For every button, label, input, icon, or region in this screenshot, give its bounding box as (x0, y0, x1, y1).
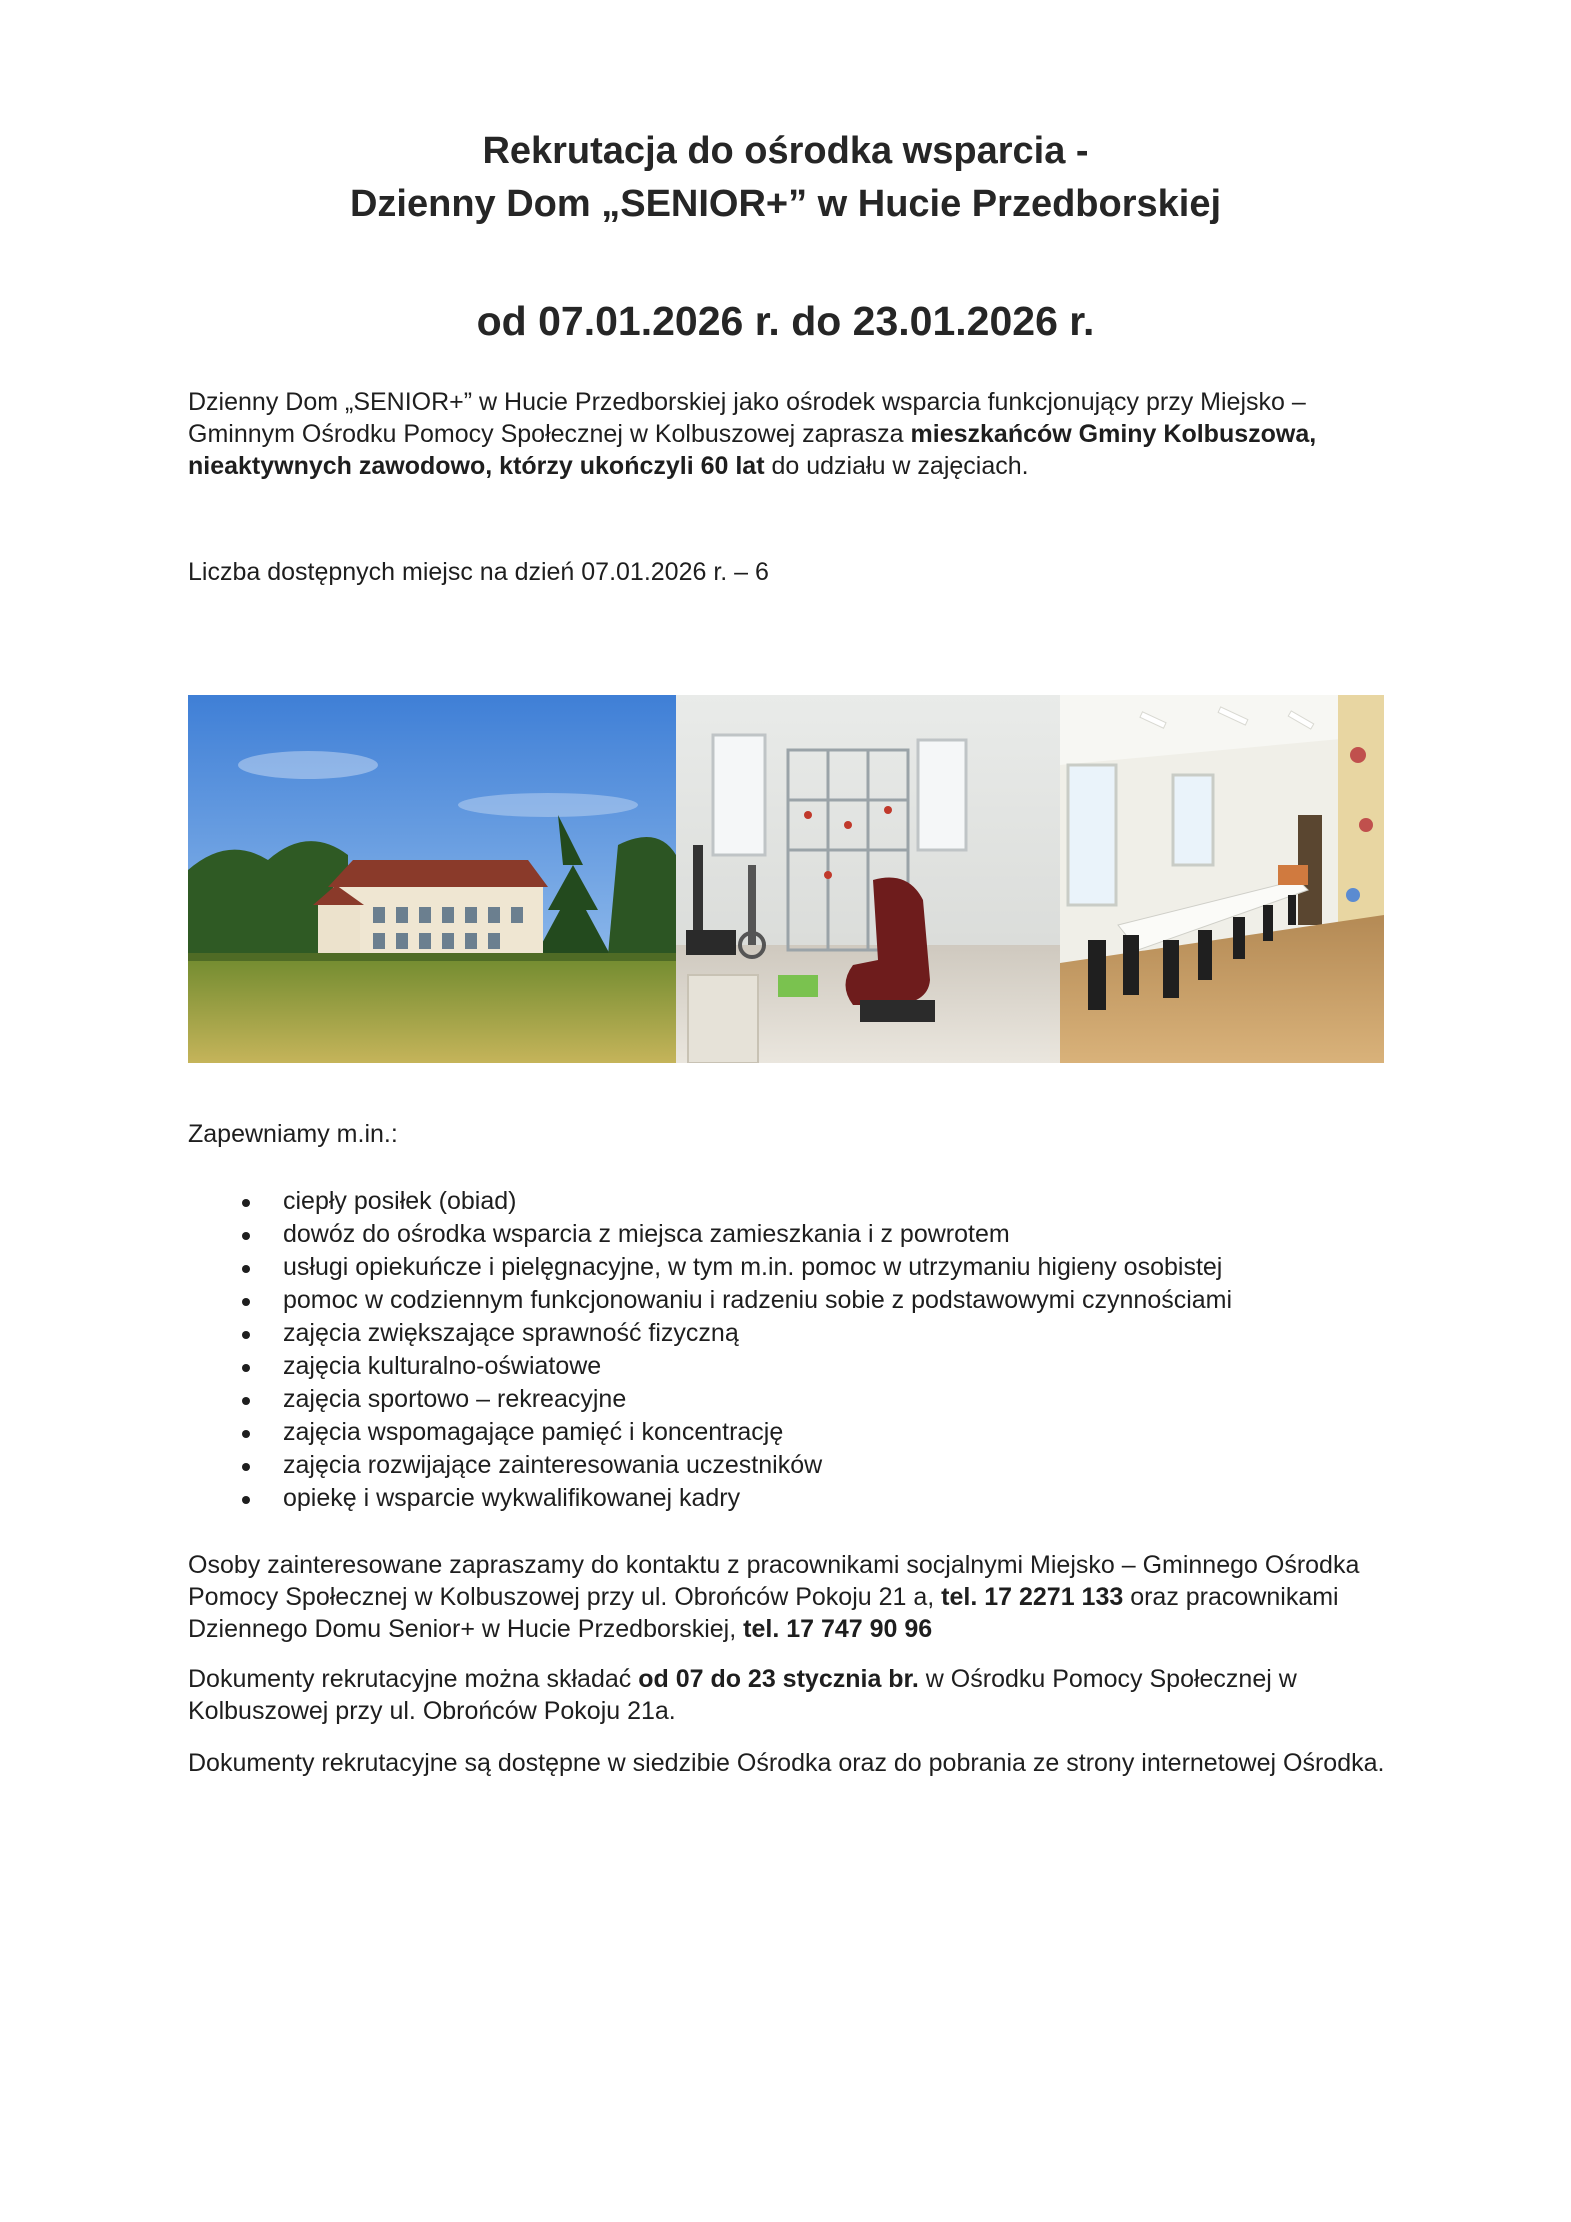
bullet-icon (242, 1496, 250, 1504)
services-list (188, 1185, 1398, 1515)
documents-deadline: od 07 do 23 stycznia br. (638, 1665, 919, 1693)
bullet-icon (242, 1298, 250, 1306)
list-item-text: opiekę i wsparcie wykwalifikowanej kadry (283, 1484, 741, 1512)
list-item-text: zajęcia kulturalno-oświatowe (283, 1352, 602, 1380)
list-item (188, 1284, 1398, 1317)
documents-text-2: w Ośrodku Pomocy Społecznej w Kolbuszowej przy ul. Obrońców Pokoju 21a. (188, 1665, 1297, 1725)
intro-paragraph (188, 386, 1398, 482)
building-photo (188, 695, 676, 1063)
list-item-text: dowóz do ośrodka wsparcia z miejsca zamieszkania i z powrotem (283, 1220, 1010, 1248)
list-item (188, 1416, 1398, 1449)
contact-paragraph (188, 1549, 1398, 1645)
bullet-icon (242, 1430, 250, 1438)
list-item-text: zajęcia rozwijające zainteresowania uczestników (283, 1451, 823, 1479)
bullet-icon (242, 1463, 250, 1471)
list-item-text: pomoc w codziennym funkcjonowaniu i radzeniu sobie z podstawowymi czynnościami (283, 1286, 1233, 1314)
list-item (188, 1449, 1398, 1482)
list-item-text: zajęcia zwiększające sprawność fizyczną (283, 1319, 739, 1347)
list-item (188, 1383, 1398, 1416)
services-heading: Zapewniamy m.in.: (188, 1120, 398, 1148)
contact-text-1: Osoby zainteresowane zapraszamy do kontaktu z pracownikami socjalnymi Miejsko – Gminnego Ośrodka Pomocy Społecznej w Kolbuszowej przy ul. Obrońców Pokoju 21 a, (188, 1551, 1360, 1611)
bullet-icon (242, 1265, 250, 1273)
contact-phone-1: tel. 17 2271 133 (941, 1583, 1124, 1611)
list-item (188, 1350, 1398, 1383)
list-item (188, 1482, 1398, 1515)
bullet-icon (242, 1397, 250, 1405)
intro-text-end: do udziału w zajęciach. (764, 452, 1029, 480)
photo-collage (188, 695, 1384, 1063)
list-item (188, 1317, 1398, 1350)
contact-text-2: oraz pracownikami Dziennego Domu Senior+ w Hucie Przedborskiej, (188, 1583, 1339, 1643)
list-item (188, 1218, 1398, 1251)
list-item (188, 1251, 1398, 1284)
availability-paragraph: Dokumenty rekrutacyjne są dostępne w siedzibie Ośrodka oraz do pobrania ze strony internetowej Ośrodka. (188, 1749, 1385, 1777)
page-title-line2: Dzienny Dom „SENIOR+” w Hucie Przedborskiej (349, 183, 1222, 225)
therapy-room-photo (676, 695, 1060, 1063)
page-title-line1: Rekrutacja do ośrodka wsparcia - (482, 130, 1089, 172)
list-item (188, 1185, 1398, 1218)
list-item-text: zajęcia sportowo – rekreacyjne (283, 1385, 627, 1413)
list-item-text: zajęcia wspomagające pamięć i koncentrację (283, 1418, 784, 1446)
documents-text-1: Dokumenty rekrutacyjne można składać (188, 1665, 639, 1693)
documents-paragraph (188, 1663, 1398, 1727)
bullet-icon (242, 1232, 250, 1240)
contact-phone-2: tel. 17 747 90 96 (743, 1615, 933, 1643)
recruitment-dates: od 07.01.2026 r. do 23.01.2026 r. (476, 298, 1095, 344)
list-item-text: ciepły posiłek (obiad) (283, 1187, 517, 1215)
bullet-icon (242, 1199, 250, 1207)
intro-text-bold: mieszkańców Gminy Kolbuszowa, nieaktywnych zawodowo, którzy ukończyli 60 lat (188, 420, 1317, 480)
intro-text-start: Dzienny Dom „SENIOR+” w Hucie Przedborskiej jako ośrodek wsparcia funkcjonujący przy Miejsko – Gminnym Ośrodku Pomocy Społecznej w Kolbuszowej zaprasza (188, 388, 1306, 448)
bullet-icon (242, 1331, 250, 1339)
list-item-text: usługi opiekuńcze i pielęgnacyjne, w tym m.in. pomoc w utrzymaniu higieny osobistej (283, 1253, 1223, 1281)
available-places: Liczba dostępnych miejsc na dzień 07.01.2026 r. – 6 (188, 558, 769, 586)
bullet-icon (242, 1364, 250, 1372)
day-room-photo (1060, 695, 1384, 1063)
